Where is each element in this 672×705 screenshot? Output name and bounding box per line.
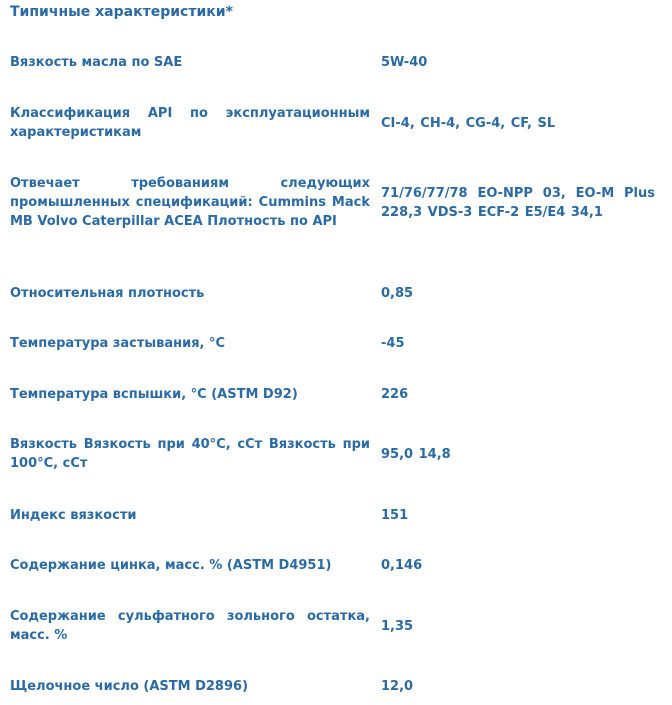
spec-value: 226	[381, 387, 409, 402]
spec-label: Относительная плотность	[10, 286, 205, 301]
spec-value: 95,0 14,8	[381, 447, 451, 462]
spec-value: 12,0	[381, 679, 414, 694]
spec-label: Содержание сульфатного зольного остатка, масс. %	[10, 609, 370, 643]
section-title: Типичные характеристики*	[10, 4, 233, 20]
spec-value: CI-4, CH-4, CG-4, CF, SL	[381, 116, 556, 131]
spec-label: Температура вспышки, °С (ASTM D92)	[10, 387, 298, 402]
spec-label: Щелочное число (ASTM D2896)	[10, 679, 249, 694]
spec-value: 1,35	[381, 619, 414, 634]
spec-label: Вязкость Вязкость при 40°С, сСт Вязкость при 100°С, сСт	[10, 437, 370, 471]
spec-label: Индекс вязкости	[10, 508, 137, 523]
spec-value: -45	[381, 336, 405, 351]
spec-label: Температура застывания, °С	[10, 336, 226, 351]
spec-label: Содержание цинка, масс. % (ASTM D4951)	[10, 558, 332, 573]
spec-label: Вязкость масла по SAE	[10, 55, 183, 70]
spec-value: 71/76/77/78 EO-NPP 03, EO-M Plus 228,3 VDS-3 ECF-2 E5/E4 34,1	[381, 186, 655, 220]
spec-label: Классификация API по эксплуатационным характеристикам	[10, 106, 370, 140]
spec-value: 0,85	[381, 286, 414, 301]
spec-value: 5W-40	[381, 55, 428, 70]
spec-value: 151	[381, 508, 409, 523]
spec-value: 0,146	[381, 558, 423, 573]
spec-label: Отвечает требованиям следующих промышленных спецификаций: Cummins Mack MB Volvo Caterpillar ACEA Плотность по API	[10, 176, 370, 229]
